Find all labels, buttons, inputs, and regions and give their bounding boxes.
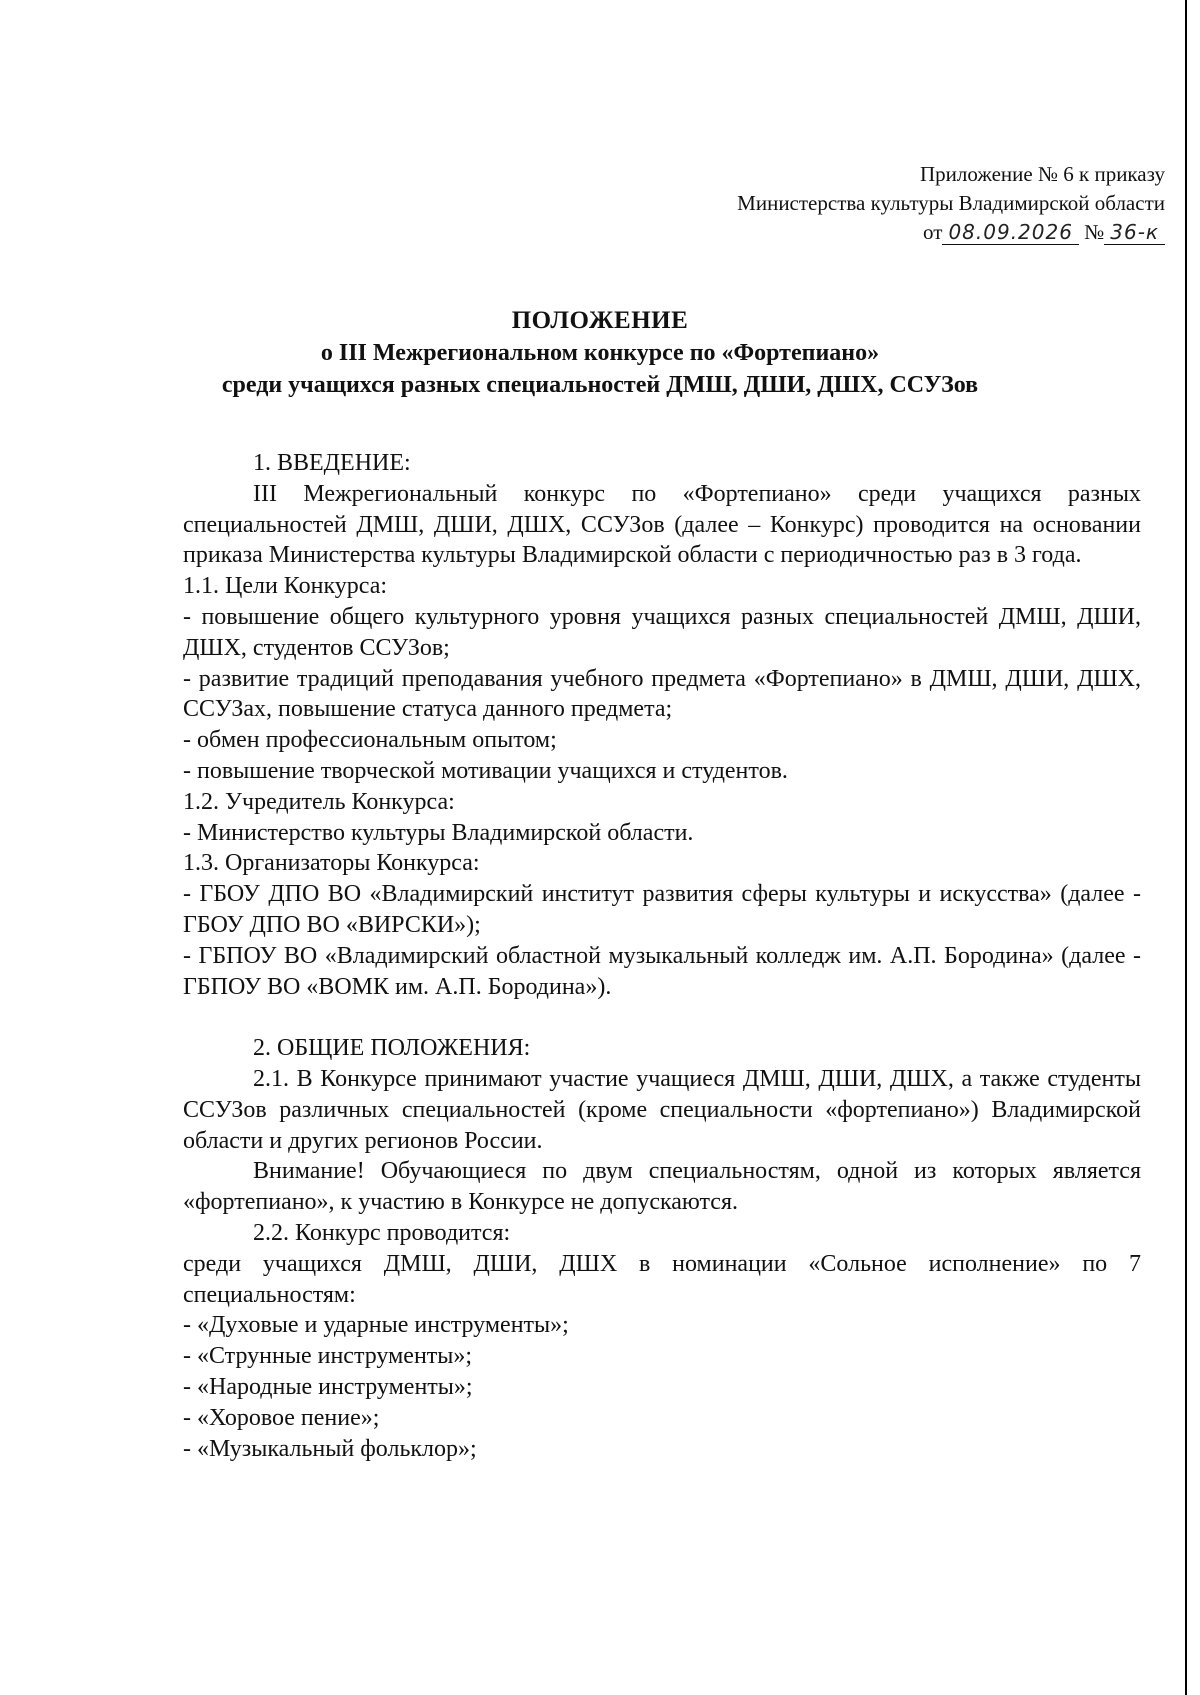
section-1-heading: 1. ВВЕДЕНИЕ: bbox=[253, 450, 411, 476]
specialty-item: - «Струнные инструменты»; bbox=[183, 1343, 473, 1370]
section-2-heading: 2. ОБЩИЕ ПОЛОЖЕНИЯ: bbox=[253, 1035, 531, 1062]
appendix-header bbox=[605, 160, 1165, 247]
title-main: ПОЛОЖЕНИЕ bbox=[511, 307, 689, 334]
organizer-item: - ГБПОУ ВО «Владимирский областной музыкальный колледж им. А.П. Бородина» (далее - ГБПОУ ВО «ВОМК им. А.П. Бородина»). bbox=[183, 942, 1141, 1000]
section-2-paragraph: Внимание! Обучающиеся по двум специальностям, одной из которых является «фортепиано», к участию в Конкурсе не допускаются. bbox=[183, 1158, 1141, 1216]
specialty-item: - «Хоровое пение»; bbox=[183, 1404, 380, 1431]
goal-item: - повышение творческой мотивации учащихся и студентов. bbox=[183, 757, 788, 784]
founder-item: - Министерство культуры Владимирской области. bbox=[183, 819, 694, 846]
handwritten-date: 08.09.2026 bbox=[942, 220, 1079, 245]
title-sub-2: среди учащихся разных специальностей ДМШ, ДШИ, ДШХ, ССУЗов bbox=[221, 372, 979, 398]
section-spacer bbox=[183, 1002, 1141, 1033]
appendix-line: Приложение № 6 к приказу bbox=[920, 162, 1165, 186]
specialty-item: - «Народные инструменты»; bbox=[183, 1373, 473, 1400]
organizer-item: - ГБОУ ДПО ВО «Владимирский институт развития сферы культуры и искусства» (далее - ГБОУ ДПО ВО «ВИРСКИ»); bbox=[183, 881, 1141, 938]
goal-item: - обмен профессиональным опытом; bbox=[183, 727, 557, 754]
section-1-intro: III Межрегиональный конкурс по «Фортепиано» среди учащихся разных специальностей ДМШ, ДШИ, ДШХ, ССУЗов (далее – Конкурс) проводится на основании приказа Министерства культуры Владимирской области с периодичностью раз в 3 года. bbox=[183, 480, 1141, 569]
founder-heading: 1.2. Учредитель Конкурса: bbox=[183, 788, 455, 815]
specialty-item: - «Музыкальный фольклор»; bbox=[183, 1435, 477, 1462]
number-prefix: № bbox=[1084, 220, 1105, 244]
goal-item: - повышение общего культурного уровня учащихся разных специальностей ДМШ, ДШИ, ДШХ, студентов ССУЗов; bbox=[183, 603, 1141, 661]
page-edge-line bbox=[1185, 0, 1187, 1695]
document-title bbox=[0, 305, 1200, 401]
order-date-line bbox=[605, 218, 1165, 247]
section-2-paragraph: 2.1. В Конкурсе принимают участие учащиеся ДМШ, ДШИ, ДШХ, а также студенты ССУЗов различных специальностей (кроме специальности «фортепиано») Владимирской области и других регионов России. bbox=[183, 1065, 1141, 1154]
document-body bbox=[183, 448, 1141, 1464]
title-sub-1: о III Межрегиональном конкурсе по «Фортепиано» bbox=[320, 340, 880, 366]
date-prefix: от bbox=[923, 220, 943, 244]
goal-item: - развитие традиций преподавания учебного предмета «Фортепиано» в ДМШ, ДШИ, ДШХ, ССУЗах, повышение статуса данного предмета; bbox=[183, 665, 1141, 723]
specialty-item: - «Духовые и ударные инструменты»; bbox=[183, 1312, 569, 1339]
goals-heading: 1.1. Цели Конкурса: bbox=[183, 573, 388, 600]
section-2-paragraph: 2.2. Конкурс проводится: bbox=[253, 1219, 511, 1246]
handwritten-number: 36-к bbox=[1104, 220, 1165, 245]
section-2-paragraph: среди учащихся ДМШ, ДШИ, ДШХ в номинации «Сольное исполнение» по 7 специальностям: bbox=[183, 1250, 1141, 1308]
ministry-line: Министерства культуры Владимирской области bbox=[737, 191, 1165, 215]
organizers-heading: 1.3. Организаторы Конкурса: bbox=[183, 850, 480, 877]
